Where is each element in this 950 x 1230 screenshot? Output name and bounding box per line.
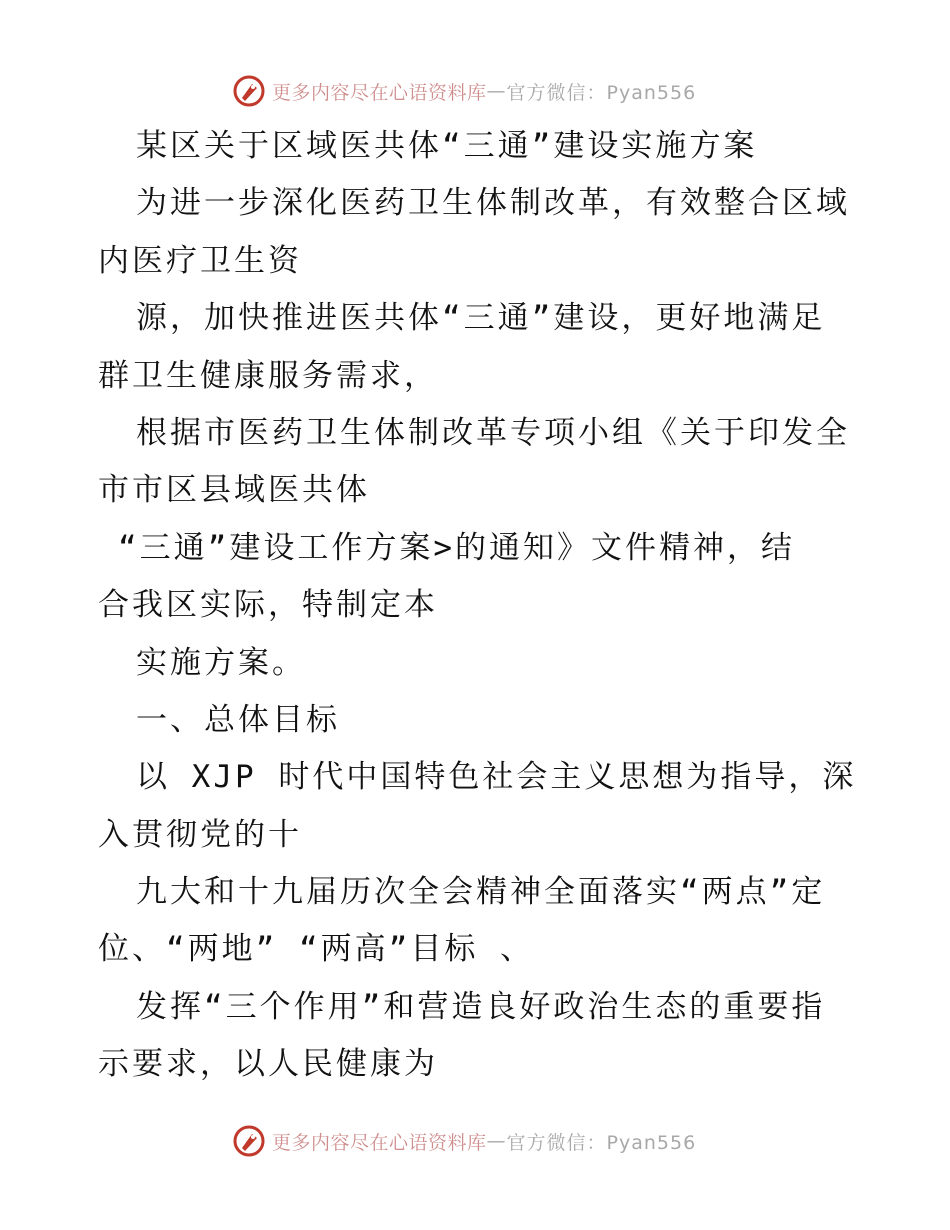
text-line: 市市区县域医共体	[98, 472, 370, 509]
text-line: 发挥“三个作用”和营造良好政治生态的重要指	[136, 988, 826, 1025]
text-line: “三通”建设工作方案>的通知》文件精神，结	[118, 529, 795, 566]
text-line: 九大和十九届历次全会精神全面落实“两点”定	[136, 874, 826, 911]
watermark-dash: —	[486, 1130, 507, 1152]
text-line: 为进一步深化医药卫生体制改革，有效整合区域	[136, 185, 850, 222]
text-line: 根据市医药卫生体制改革专项小组《关于印发全	[136, 414, 850, 451]
text-line: 实施方案。	[136, 644, 306, 681]
text-line: 以 XJP 时代中国特色社会主义思想为指导，深	[136, 759, 857, 796]
pen-nib-logo-icon	[232, 74, 266, 108]
pen-nib-logo-icon	[232, 1124, 266, 1158]
text-line: 合我区实际，特制定本	[98, 587, 438, 624]
watermark-brand-text: 更多内容尽在心语资料库	[272, 1131, 487, 1154]
watermark-dash: —	[486, 80, 507, 102]
text-line: 内医疗卫生资	[98, 242, 302, 279]
footer-watermark	[232, 1121, 712, 1161]
section-heading: 一、总体目标	[136, 701, 340, 738]
text-line: 位、“两地” “两高”目标 、	[98, 931, 534, 968]
header-watermark	[232, 71, 712, 111]
document-title: 某区关于区域医共体“三通”建设实施方案	[136, 128, 758, 164]
document-body	[98, 118, 858, 1094]
text-line: 示要求，以人民健康为	[98, 1046, 438, 1083]
text-line: 源，加快推进医共体“三通”建设，更好地满足	[136, 300, 826, 337]
watermark-wechat-text: 官方微信：Pyan556	[506, 1131, 697, 1154]
watermark-wechat-text: 官方微信：Pyan556	[506, 81, 697, 104]
text-line: 群卫生健康服务需求，	[98, 357, 438, 394]
text-line: 入贯彻党的十	[98, 816, 302, 853]
watermark-brand-text: 更多内容尽在心语资料库	[272, 81, 487, 104]
